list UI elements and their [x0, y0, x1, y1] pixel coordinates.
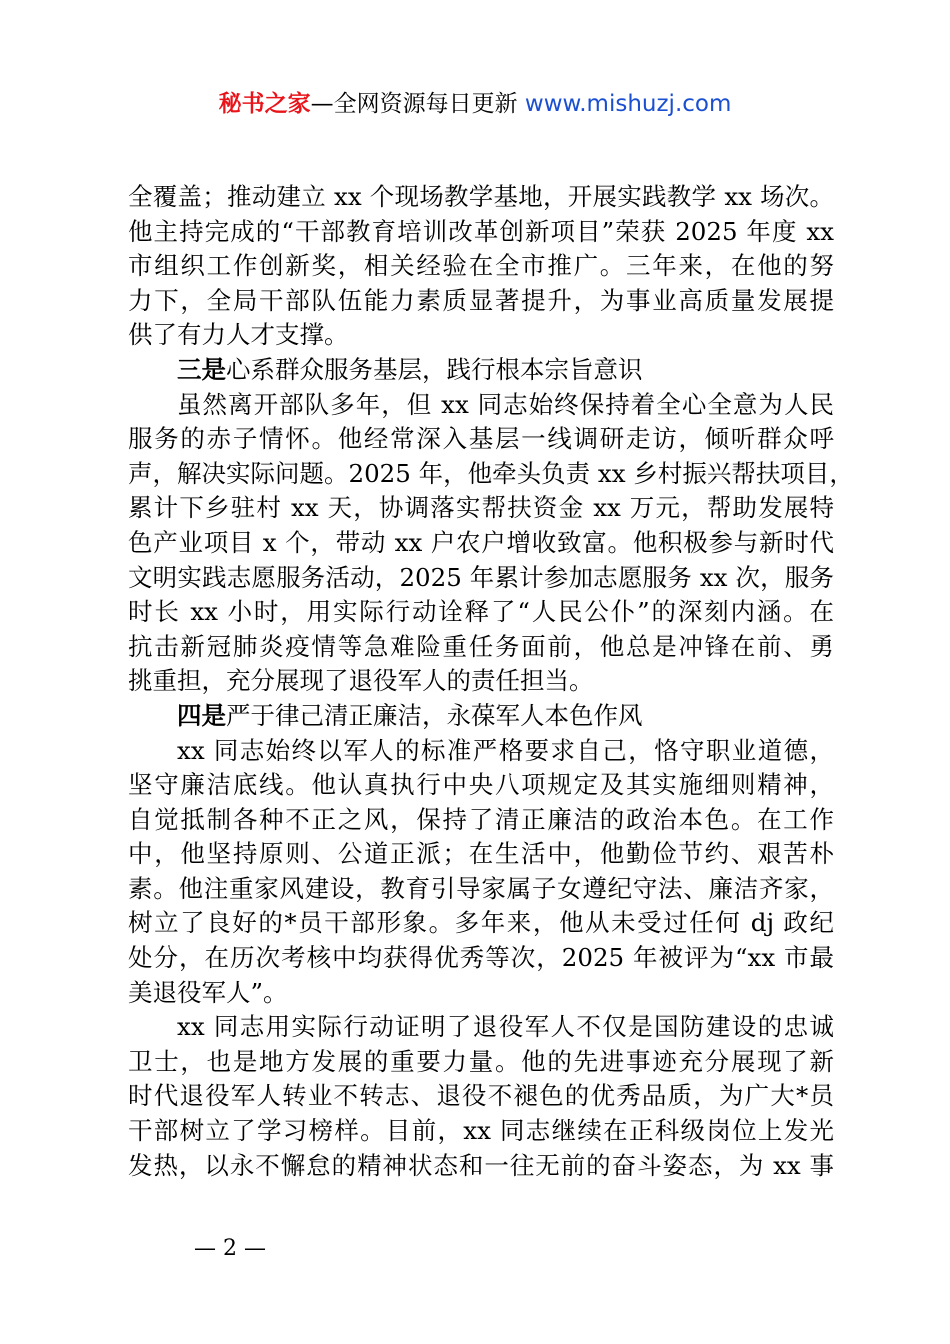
body-line: 发热，以永不懈怠的精神状态和一往无前的奋斗姿态，为 xx 事: [128, 1150, 834, 1180]
section-title-4: 严于律己清正廉洁，永葆军人本色作风: [226, 700, 643, 730]
body-line: 中，他坚持原则、公道正派；在生活中，他勤俭节约、艰苦朴: [128, 839, 834, 869]
body-line: 色产业项目 x 个，带动 xx 户农户增收致富。他积极参与新时代: [128, 527, 834, 557]
body-line: 服务的赤子情怀。他经常深入基层一线调研走访，倾听群众呼: [128, 424, 834, 454]
site-header: [0, 88, 950, 120]
body-line: 时代退役军人转业不转志、退役不褪色的优秀品质，为广大*员: [128, 1081, 834, 1111]
section-heading-4: [128, 699, 834, 734]
section-lead-4: 四是: [177, 700, 226, 730]
body-line: 时长 xx 小时，用实际行动诠释了“人民公仆”的深刻内涵。在: [128, 597, 834, 627]
body-line: 干部树立了学习榜样。目前，xx 同志继续在正科级岗位上发光: [128, 1116, 834, 1146]
body-line: 累计下乡驻村 xx 天，协调落实帮扶资金 xx 万元，帮助发展特: [128, 493, 834, 523]
body-line: 树立了良好的*员干部形象。多年来，他从未受过任何 dj 政纪: [128, 908, 834, 938]
site-url-link[interactable]: www.mishuzj.com: [524, 91, 732, 117]
body-line: 美退役军人”。: [128, 977, 288, 1007]
body-line: xx 同志用实际行动证明了退役军人不仅是国防建设的忠诚: [177, 1012, 834, 1042]
section-title-3: 心系群众服务基层，践行根本宗旨意识: [226, 354, 643, 384]
body-line: 抗击新冠肺炎疫情等急难险重任务面前，他总是冲锋在前、勇: [128, 631, 834, 661]
body-line: 全覆盖；推动建立 xx 个现场教学基地，开展实践教学 xx 场次。: [128, 182, 834, 211]
section-heading-3: [128, 353, 834, 388]
body-line: 声，解决实际问题。2025 年，他牵头负责 xx 乡村振兴帮扶项目，: [128, 458, 854, 488]
body-line: 文明实践志愿服务活动，2025 年累计参加志愿服务 xx 次，服务: [128, 562, 834, 592]
body-line: 力下，全局干部队伍能力素质显著提升，为事业高质量发展提: [128, 285, 834, 315]
body-line: 自觉抵制各种不正之风，保持了清正廉洁的政治本色。在工作: [128, 804, 834, 834]
body-line: 他主持完成的“干部教育培训改革创新项目”荣获 2025 年度 xx: [128, 216, 834, 246]
body-line: 素。他注重家风建设，教育引导家属子女遵纪守法、廉洁齐家，: [128, 873, 834, 903]
body-line: 供了有力人才支撑。: [128, 320, 349, 350]
body-line: 市组织工作创新奖，相关经验在全市推广。三年来，在他的努: [128, 251, 834, 281]
body-line: 挑重担，充分展现了退役军人的责任担当。: [128, 666, 594, 696]
body-line: 卫士，也是地方发展的重要力量。他的先进事迹充分展现了新: [128, 1046, 834, 1076]
brand-name: 秘书之家: [218, 91, 311, 117]
document-body: [128, 180, 854, 1183]
section-lead-3: 三是: [177, 354, 226, 384]
body-line: 处分，在历次考核中均获得优秀等次，2025 年被评为“xx 市最: [128, 943, 834, 973]
header-tagline: —全网资源每日更新: [310, 91, 518, 117]
body-line: 虽然离开部队多年，但 xx 同志始终保持着全心全意为人民: [177, 389, 834, 419]
page-number: — 2 —: [194, 1236, 266, 1261]
body-line: 坚守廉洁底线。他认真执行中央八项规定及其实施细则精神，: [128, 770, 834, 800]
body-line: xx 同志始终以军人的标准严格要求自己，恪守职业道德，: [177, 735, 834, 765]
